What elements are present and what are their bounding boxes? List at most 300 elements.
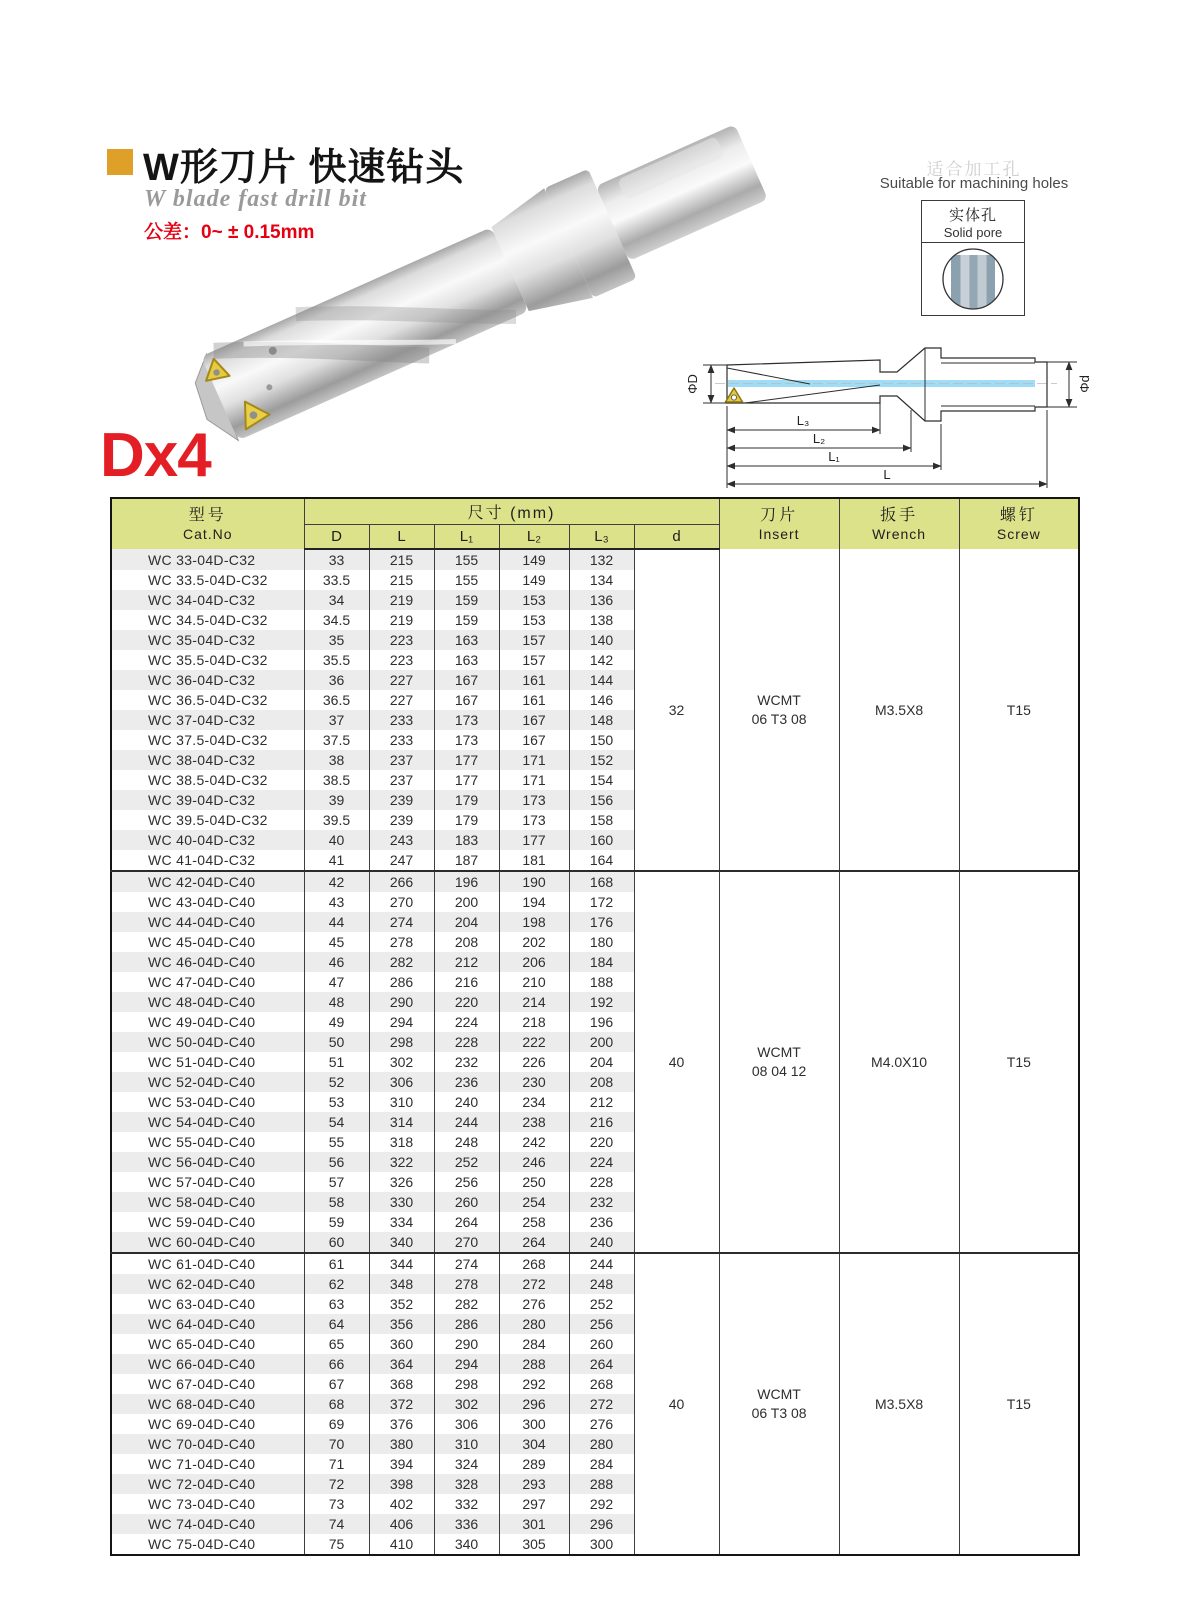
cat-no-cell: WC 36.5-04D-C32 <box>111 690 304 710</box>
col-header-catno <box>111 498 304 549</box>
model-label: Dx4 <box>100 421 211 490</box>
dimension-cell: 276 <box>569 1414 634 1434</box>
dimension-cell: 380 <box>369 1434 434 1454</box>
cat-no-cell: WC 39-04D-C32 <box>111 790 304 810</box>
cat-no-cell: WC 66-04D-C40 <box>111 1354 304 1374</box>
dimension-cell: 144 <box>569 670 634 690</box>
dimension-cell: 268 <box>569 1374 634 1394</box>
cat-no-cell: WC 71-04D-C40 <box>111 1454 304 1474</box>
col-header-catno-cn: 型号 <box>188 507 227 524</box>
dimension-cell: 302 <box>369 1052 434 1072</box>
dimension-cell: 264 <box>499 1232 569 1253</box>
cat-no-cell: WC 68-04D-C40 <box>111 1394 304 1414</box>
dimension-cell: 310 <box>434 1434 499 1454</box>
screw-cell: T15 <box>959 1253 1079 1555</box>
dimension-cell: 56 <box>304 1152 369 1172</box>
cat-no-cell: WC 48-04D-C40 <box>111 992 304 1012</box>
dimension-cell: 210 <box>499 972 569 992</box>
cat-no-cell: WC 42-04D-C40 <box>111 871 304 892</box>
dimension-cell: 73 <box>304 1494 369 1514</box>
dimension-cell: 236 <box>434 1072 499 1092</box>
cat-no-cell: WC 39.5-04D-C32 <box>111 810 304 830</box>
col-header-screw-en: Screw <box>996 526 1041 542</box>
dimension-cell: 288 <box>569 1474 634 1494</box>
insert-cell: WCMT 06 T3 08 <box>719 549 839 871</box>
dimension-cell: 200 <box>569 1032 634 1052</box>
dimension-cell: 187 <box>434 850 499 871</box>
dimension-cell: 410 <box>369 1534 434 1555</box>
dimension-cell: 42 <box>304 871 369 892</box>
dimension-cell: 208 <box>434 932 499 952</box>
dimension-cell: 300 <box>569 1534 634 1555</box>
dimension-cell: 163 <box>434 650 499 670</box>
dimension-cell: 58 <box>304 1192 369 1212</box>
dimension-cell: 198 <box>499 912 569 932</box>
dimension-cell: 268 <box>499 1253 569 1274</box>
hole-type-en: Solid pore <box>943 225 1003 240</box>
dimension-cell: 51 <box>304 1052 369 1072</box>
cat-no-cell: WC 72-04D-C40 <box>111 1474 304 1494</box>
dimension-cell: 292 <box>499 1374 569 1394</box>
dim-label-phid: Φd <box>1077 375 1092 393</box>
dimension-cell: 200 <box>434 892 499 912</box>
dimension-cell: 237 <box>369 770 434 790</box>
dimension-cell: 69 <box>304 1414 369 1434</box>
dimension-cell: 142 <box>569 650 634 670</box>
dimension-cell: 256 <box>569 1314 634 1334</box>
dimension-cell: 278 <box>434 1274 499 1294</box>
dimension-cell: 48 <box>304 992 369 1012</box>
dimension-cell: 138 <box>569 610 634 630</box>
dimension-cell: 306 <box>369 1072 434 1092</box>
dimension-cell: 177 <box>499 830 569 850</box>
wrench-cell: M3.5X8 <box>839 549 959 871</box>
dimension-cell: 247 <box>369 850 434 871</box>
dimension-cell: 406 <box>369 1514 434 1534</box>
dimension-cell: 206 <box>499 952 569 972</box>
col-header-screw <box>959 498 1079 549</box>
dimension-cell: 196 <box>569 1012 634 1032</box>
dimension-cell: 38 <box>304 750 369 770</box>
dimension-cell: 302 <box>434 1394 499 1414</box>
dimension-cell: 157 <box>499 630 569 650</box>
suitability-caption-cn: 适合加工孔 <box>926 160 1022 179</box>
dimension-cell: 340 <box>369 1232 434 1253</box>
cat-no-cell: WC 59-04D-C40 <box>111 1212 304 1232</box>
dimension-cell: 47 <box>304 972 369 992</box>
cat-no-cell: WC 46-04D-C40 <box>111 952 304 972</box>
wrench-cell: M3.5X8 <box>839 1253 959 1555</box>
dimension-cell: 45 <box>304 932 369 952</box>
dimension-cell: 38.5 <box>304 770 369 790</box>
dimension-cell: 39.5 <box>304 810 369 830</box>
tolerance-note: 公差：0~ ± 0.15mm <box>144 222 315 243</box>
dimension-cell: 43 <box>304 892 369 912</box>
cat-no-cell: WC 38-04D-C32 <box>111 750 304 770</box>
cat-no-cell: WC 61-04D-C40 <box>111 1253 304 1274</box>
dimension-cell: 57 <box>304 1172 369 1192</box>
col-header-wrench <box>839 498 959 549</box>
dimension-cell: 300 <box>499 1414 569 1434</box>
cat-no-cell: WC 70-04D-C40 <box>111 1434 304 1454</box>
dimension-cell: 204 <box>569 1052 634 1072</box>
dimension-cell: 132 <box>569 549 634 570</box>
dimension-cell: 167 <box>499 730 569 750</box>
cat-no-cell: WC 65-04D-C40 <box>111 1334 304 1354</box>
dimension-cell: 242 <box>499 1132 569 1152</box>
cat-no-cell: WC 36-04D-C32 <box>111 670 304 690</box>
cat-no-cell: WC 35-04D-C32 <box>111 630 304 650</box>
dimension-cell: 293 <box>499 1474 569 1494</box>
dimension-cell: 192 <box>569 992 634 1012</box>
dimension-cell: 297 <box>499 1494 569 1514</box>
dimension-cell: 298 <box>434 1374 499 1394</box>
dimension-cell: 290 <box>369 992 434 1012</box>
dimension-cell: 34 <box>304 590 369 610</box>
cat-no-cell: WC 35.5-04D-C32 <box>111 650 304 670</box>
dimension-cell: 63 <box>304 1294 369 1314</box>
dimension-cell: 248 <box>434 1132 499 1152</box>
dimension-cell: 75 <box>304 1534 369 1555</box>
dimension-cell: 294 <box>434 1354 499 1374</box>
cat-no-cell: WC 50-04D-C40 <box>111 1032 304 1052</box>
dimension-cell: 244 <box>434 1112 499 1132</box>
dimension-cell: 239 <box>369 790 434 810</box>
dimension-cell: 72 <box>304 1474 369 1494</box>
dimension-cell: 215 <box>369 549 434 570</box>
dimension-cell: 74 <box>304 1514 369 1534</box>
cat-no-cell: WC 73-04D-C40 <box>111 1494 304 1514</box>
dimension-cell: 243 <box>369 830 434 850</box>
dimension-cell: 40 <box>304 830 369 850</box>
dimension-cell: 270 <box>369 892 434 912</box>
dimension-cell: 171 <box>499 770 569 790</box>
dim-label-L: L <box>883 467 891 482</box>
dimension-cell: 223 <box>369 630 434 650</box>
dimension-cell: 163 <box>434 630 499 650</box>
cat-no-cell: WC 37.5-04D-C32 <box>111 730 304 750</box>
dimension-cell: 66 <box>304 1354 369 1374</box>
dimension-cell: 184 <box>569 952 634 972</box>
dimension-cell: 219 <box>369 590 434 610</box>
dimension-cell: 46 <box>304 952 369 972</box>
dimension-cell: 176 <box>569 912 634 932</box>
cat-no-cell: WC 54-04D-C40 <box>111 1112 304 1132</box>
dimension-cell: 216 <box>434 972 499 992</box>
dimension-cell: 173 <box>499 790 569 810</box>
dimension-cell: 282 <box>369 952 434 972</box>
dimension-cell: 288 <box>499 1354 569 1374</box>
dimension-cell: 179 <box>434 810 499 830</box>
dimension-cell: 158 <box>569 810 634 830</box>
dimension-cell: 220 <box>434 992 499 1012</box>
dimension-cell: 376 <box>369 1414 434 1434</box>
dimension-cell: 284 <box>499 1334 569 1354</box>
cat-no-cell: WC 69-04D-C40 <box>111 1414 304 1434</box>
dimension-cell: 232 <box>569 1192 634 1212</box>
dimension-cell: 41 <box>304 850 369 871</box>
cat-no-cell: WC 67-04D-C40 <box>111 1374 304 1394</box>
dimension-cell: 276 <box>499 1294 569 1314</box>
cat-no-cell: WC 38.5-04D-C32 <box>111 770 304 790</box>
col-header-wrench-cn: 扳手 <box>880 507 919 524</box>
dimension-cell: 50 <box>304 1032 369 1052</box>
dimension-cell: 294 <box>369 1012 434 1032</box>
cat-no-cell: WC 74-04D-C40 <box>111 1514 304 1534</box>
dimension-cell: 155 <box>434 549 499 570</box>
cat-no-cell: WC 53-04D-C40 <box>111 1092 304 1112</box>
dimension-cell: 252 <box>569 1294 634 1314</box>
dimension-cell: 264 <box>569 1354 634 1374</box>
dimension-cell: 155 <box>434 570 499 590</box>
catalog-table <box>110 497 1080 1556</box>
dimension-cell: 318 <box>369 1132 434 1152</box>
dimension-cell: 52 <box>304 1072 369 1092</box>
col-header-D: D <box>304 525 369 550</box>
col-header-insert-cn: 刀片 <box>760 507 799 524</box>
cat-no-cell: WC 33.5-04D-C32 <box>111 570 304 590</box>
dimension-cell: 228 <box>434 1032 499 1052</box>
dimension-cell: 159 <box>434 590 499 610</box>
dimension-cell: 296 <box>499 1394 569 1414</box>
col-header-L2: L₂ <box>499 525 569 550</box>
dimension-cell: 340 <box>434 1534 499 1555</box>
dimension-cell: 37 <box>304 710 369 730</box>
cat-no-cell: WC 64-04D-C40 <box>111 1314 304 1334</box>
dimension-cell: 322 <box>369 1152 434 1172</box>
d-cell: 40 <box>634 871 719 1253</box>
dimension-cell: 314 <box>369 1112 434 1132</box>
dimension-cell: 68 <box>304 1394 369 1414</box>
dim-label-L2: L₂ <box>812 431 826 446</box>
dimension-cell: 274 <box>434 1253 499 1274</box>
screw-cell: T15 <box>959 549 1079 871</box>
dimension-cell: 233 <box>369 710 434 730</box>
dimension-cell: 228 <box>569 1172 634 1192</box>
dimension-cell: 177 <box>434 770 499 790</box>
dimension-cell: 304 <box>499 1434 569 1454</box>
dimension-cell: 216 <box>569 1112 634 1132</box>
dimension-cell: 332 <box>434 1494 499 1514</box>
dimension-cell: 153 <box>499 590 569 610</box>
dimension-cell: 356 <box>369 1314 434 1334</box>
dimension-cell: 244 <box>569 1253 634 1274</box>
col-header-L3: L₃ <box>569 525 634 550</box>
dimension-cell: 234 <box>499 1092 569 1112</box>
dimension-cell: 167 <box>434 690 499 710</box>
dimension-cell: 330 <box>369 1192 434 1212</box>
title-bullet-square <box>107 149 133 175</box>
cat-no-cell: WC 43-04D-C40 <box>111 892 304 912</box>
dimension-cell: 224 <box>434 1012 499 1032</box>
dimension-cell: 168 <box>569 871 634 892</box>
dimension-cell: 306 <box>434 1414 499 1434</box>
dimension-cell: 364 <box>369 1354 434 1374</box>
dimension-cell: 35.5 <box>304 650 369 670</box>
dimension-cell: 149 <box>499 570 569 590</box>
dimension-cell: 177 <box>434 750 499 770</box>
dimension-cell: 220 <box>569 1132 634 1152</box>
dimension-cell: 219 <box>369 610 434 630</box>
dimension-cell: 194 <box>499 892 569 912</box>
cat-no-cell: WC 34-04D-C32 <box>111 590 304 610</box>
dimension-cell: 159 <box>434 610 499 630</box>
solid-pore-box <box>921 200 1025 316</box>
drill-shank <box>596 124 768 261</box>
cat-no-cell: WC 33-04D-C32 <box>111 549 304 570</box>
dimension-cell: 394 <box>369 1454 434 1474</box>
table-row <box>111 871 1079 892</box>
dimension-cell: 173 <box>499 810 569 830</box>
dimension-drawing <box>645 322 1120 492</box>
col-header-d: d <box>634 525 719 550</box>
dimension-cell: 172 <box>569 892 634 912</box>
dimension-cell: 188 <box>569 972 634 992</box>
dimension-cell: 212 <box>434 952 499 972</box>
dimension-cell: 161 <box>499 670 569 690</box>
col-header-screw-cn: 螺钉 <box>999 507 1038 524</box>
dimension-cell: 53 <box>304 1092 369 1112</box>
col-header-L1: L₁ <box>434 525 499 550</box>
page-title: W形刀片 快速钻头 <box>143 147 465 189</box>
dimension-cell: 258 <box>499 1212 569 1232</box>
cat-no-cell: WC 52-04D-C40 <box>111 1072 304 1092</box>
dimension-cell: 54 <box>304 1112 369 1132</box>
col-header-insert <box>719 498 839 549</box>
dimension-cell: 190 <box>499 871 569 892</box>
col-header-L: L <box>369 525 434 550</box>
dimension-cell: 233 <box>369 730 434 750</box>
dimension-cell: 280 <box>569 1434 634 1454</box>
dimension-cell: 59 <box>304 1212 369 1232</box>
dimension-cell: 236 <box>569 1212 634 1232</box>
cat-no-cell: WC 49-04D-C40 <box>111 1012 304 1032</box>
col-header-insert-en: Insert <box>758 526 800 542</box>
screw-cell: T15 <box>959 871 1079 1253</box>
dimension-cell: 289 <box>499 1454 569 1474</box>
dimension-cell: 36.5 <box>304 690 369 710</box>
cat-no-cell: WC 34.5-04D-C32 <box>111 610 304 630</box>
cat-no-cell: WC 40-04D-C32 <box>111 830 304 850</box>
dimension-cell: 202 <box>499 932 569 952</box>
dimension-cell: 70 <box>304 1434 369 1454</box>
dimension-cell: 160 <box>569 830 634 850</box>
dimension-cell: 60 <box>304 1232 369 1253</box>
cat-no-cell: WC 62-04D-C40 <box>111 1274 304 1294</box>
dimension-cell: 35 <box>304 630 369 650</box>
dimension-cell: 33.5 <box>304 570 369 590</box>
wrench-cell: M4.0X10 <box>839 871 959 1253</box>
dimension-cell: 310 <box>369 1092 434 1112</box>
dimension-cell: 49 <box>304 1012 369 1032</box>
dimension-cell: 148 <box>569 710 634 730</box>
dimension-cell: 180 <box>569 932 634 952</box>
cat-no-cell: WC 45-04D-C40 <box>111 932 304 952</box>
dimension-cell: 62 <box>304 1274 369 1294</box>
dimension-cell: 227 <box>369 670 434 690</box>
dimension-cell: 324 <box>434 1454 499 1474</box>
dimension-cell: 65 <box>304 1334 369 1354</box>
dimension-cell: 282 <box>434 1294 499 1314</box>
dimension-cell: 296 <box>569 1514 634 1534</box>
diagram-insert <box>726 388 743 402</box>
dimension-cell: 252 <box>434 1152 499 1172</box>
dimension-cell: 248 <box>569 1274 634 1294</box>
dimension-cell: 272 <box>499 1274 569 1294</box>
cat-no-cell: WC 60-04D-C40 <box>111 1232 304 1253</box>
dimension-cell: 167 <box>499 710 569 730</box>
dimension-cell: 71 <box>304 1454 369 1474</box>
dimension-cell: 161 <box>499 690 569 710</box>
dimension-cell: 360 <box>369 1334 434 1354</box>
dimension-cell: 181 <box>499 850 569 871</box>
col-header-size: 尺寸 (mm) <box>304 498 719 525</box>
dimension-cell: 284 <box>569 1454 634 1474</box>
col-header-wrench-en: Wrench <box>872 526 927 542</box>
dimension-cell: 140 <box>569 630 634 650</box>
dim-label-phiD: ΦD <box>685 374 700 394</box>
dimension-cell: 336 <box>434 1514 499 1534</box>
dimension-cell: 39 <box>304 790 369 810</box>
cat-no-cell: WC 55-04D-C40 <box>111 1132 304 1152</box>
dimension-cell: 156 <box>569 790 634 810</box>
dimension-cell: 398 <box>369 1474 434 1494</box>
dimension-cell: 152 <box>569 750 634 770</box>
dim-label-L1: L₁ <box>828 449 840 464</box>
dimension-cell: 286 <box>369 972 434 992</box>
dimension-cell: 215 <box>369 570 434 590</box>
dimension-cell: 218 <box>499 1012 569 1032</box>
dimension-cell: 134 <box>569 570 634 590</box>
dimension-cell: 290 <box>434 1334 499 1354</box>
cat-no-cell: WC 51-04D-C40 <box>111 1052 304 1072</box>
dimension-cell: 37.5 <box>304 730 369 750</box>
cat-no-cell: WC 41-04D-C32 <box>111 850 304 871</box>
dimension-cell: 264 <box>434 1212 499 1232</box>
dimension-cell: 280 <box>499 1314 569 1334</box>
page-subtitle: W blade fast drill bit <box>144 186 367 212</box>
dimension-cell: 301 <box>499 1514 569 1534</box>
dimension-cell: 298 <box>369 1032 434 1052</box>
dimension-cell: 153 <box>499 610 569 630</box>
dimension-cell: 240 <box>569 1232 634 1253</box>
dimension-cell: 55 <box>304 1132 369 1152</box>
dimension-cell: 402 <box>369 1494 434 1514</box>
suitability-caption-en: Suitable for machining holes <box>879 175 1069 192</box>
dimension-cell: 292 <box>569 1494 634 1514</box>
dimension-cell: 214 <box>499 992 569 1012</box>
dimension-cell: 64 <box>304 1314 369 1334</box>
catalog-table-body <box>111 549 1079 1555</box>
dimension-cell: 254 <box>499 1192 569 1212</box>
dimension-cell: 196 <box>434 871 499 892</box>
dimension-cell: 286 <box>434 1314 499 1334</box>
dimension-cell: 270 <box>434 1232 499 1253</box>
cat-no-cell: WC 63-04D-C40 <box>111 1294 304 1314</box>
dimension-cell: 274 <box>369 912 434 932</box>
dimension-cell: 146 <box>569 690 634 710</box>
dimension-cell: 278 <box>369 932 434 952</box>
dimension-cell: 173 <box>434 710 499 730</box>
dimension-cell: 226 <box>499 1052 569 1072</box>
dimension-cell: 250 <box>499 1172 569 1192</box>
dimension-cell: 238 <box>499 1112 569 1132</box>
cat-no-cell: WC 37-04D-C32 <box>111 710 304 730</box>
cat-no-cell: WC 75-04D-C40 <box>111 1534 304 1555</box>
dimension-cell: 260 <box>569 1334 634 1354</box>
dimension-cell: 157 <box>499 650 569 670</box>
cat-no-cell: WC 44-04D-C40 <box>111 912 304 932</box>
